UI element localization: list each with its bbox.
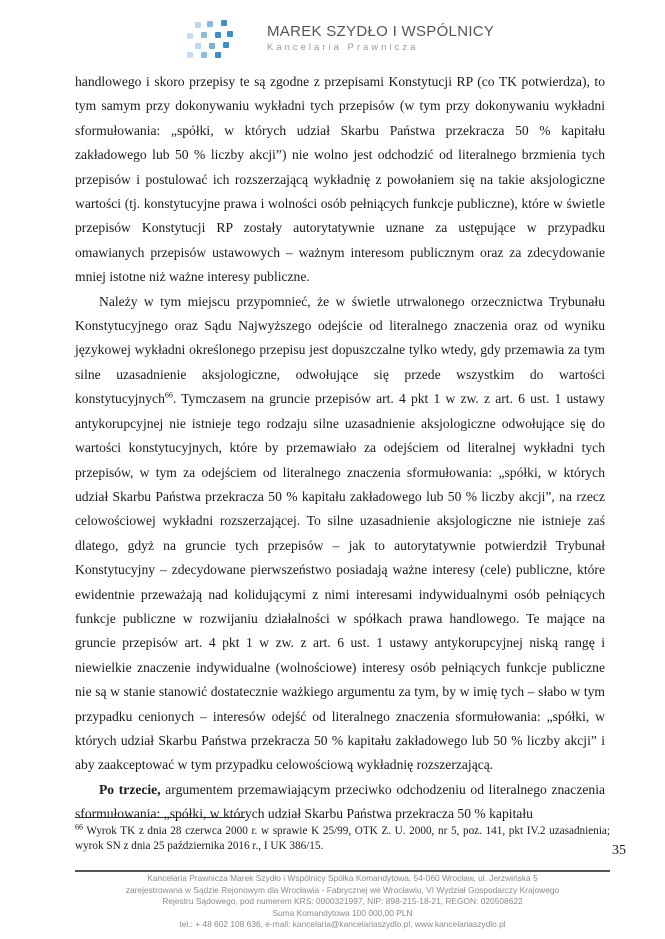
footnote [75,824,610,854]
footnote-divider [75,817,245,818]
footer-line: tel.: + 48 602 108 636, e-mail: kancelaria@kancelariaszydlo.pl, www.kancelariaszydlo.pl [179,919,506,930]
footer-divider [75,870,610,872]
paragraph [75,290,605,778]
page-number: 35 [612,843,626,858]
footer-line: Suma Komandytowa 100 000,00 PLN [272,907,413,918]
brand-subtitle: Kancelaria Prawnicza [267,42,419,53]
footnote-text: Wyrok TK z dnia 28 czerwca 2000 r. w sprawie K 25/99, OTK Z. U. 2000, nr 5, poz. 141, pkt IV.2 uzasadnienia; wyrok SN z dnia 25 października 2016 r., I UK 386/15. [75,825,610,852]
company-footer [75,873,610,931]
paragraph-text: argumentem przemawiającym przeciwko odchodzeniu od literalnego znaczenia sformułowania: „spółki, w których udział Skarbu Państwa przekracza 50 % kapitału [75,781,606,822]
footer-line: Kancelaria Prawnicza Marek Szydło i Wspólnicy Spółka Komandytowa, 54-060 Wrocław, ul. Jerzwińska 5 [147,873,538,883]
document-body [75,70,605,827]
footer-line: Rejestru Sądowego, pod numerem KRS: 0000321997, NIP: 898-215-18-21, REGON: 020508622 [162,896,523,907]
paragraph: handlowego i skoro przepisy te są zgodne z przepisami Konstytucji RP (co TK potwierdza), to tym samym przy dokonywaniu wykładni tych przepisów (w tym przy dokonywaniu wykładni sformułowania: „spółki, w których udział Skarbu Państwa przekracza 50 % kapitału zakładowego lub 50 % liczby akcji”) nie wolno jest odchodzić od literalnego brzmienia tych przepisów i postulować ich rozszerzającą wykładnię z powołaniem się na takie aksjologiczne wartości (tj. konstytucyjne prawa i wolności osób pełniących funkcje publiczne), które w świetle przepisów Konstytucji RP zostały autorytatywnie uznane za ustępujące w przypadku omawianych przepisów ustawowych – ważnym interesom publicznym oraz za zdecydowanie mniej istotne niż ważne interesy publiczne. [75,74,605,285]
emphasis: Po trzecie, [99,781,161,797]
company-logo-icon [185,18,247,58]
footer-line: zarejestrowana w Sądzie Rejonowym dla Wrocławia - Fabrycznej we Wrocławiu, VI Wydział Gospodarczy Krajowego [125,884,560,895]
paragraph [75,778,605,827]
footnote-ref[interactable]: 66 [164,390,173,400]
brand-name: MAREK SZYDŁO I WSPÓLNICY [267,23,495,40]
paragraph-text: Należy w tym miejscu przypomnieć, że w świetle utrwalonego orzecznictwa Trybunału Konstytucyjnego oraz Sądu Najwyższego odejście od literalnego znaczenia oraz od wyniku językowej wykładni określonego przepisu jest dopuszczalne tylko wtedy, gdy przemawia za tym silne uzasadnienie aksjologiczne, odwołujące się przede wszystkim do wartości konstytucyjnych [75,293,605,407]
paragraph-text: . Tymczasem na gruncie przepisów art. 4 pkt 1 w zw. z art. 6 ust. 1 ustawy antykorupcyjnej nie istnieje tego rodzaju silne uzasadnienie aksjologiczne odwołujące się do wartości konstytucyjnych, które by przemawiało za odejściem od literalnej wykładni tych przepisów, w tym za odejściem od literalnego znaczenia sformułowania: „spółki, w których udział Skarbu Państwa przekracza 50 % kapitału zakładowego lub 50 % liczby akcji”, na rzecz celowościowej wykładni rozszerzającej. To silne uzasadnienie aksjologiczne nie istnieje zaś dlatego, gdyż na gruncie tych przepisów – jak to autorytatywnie potwierdził Trybunał Konstytucyjny – zdecydowane pierwszeństwo posiadają ważne interesy (cele) publiczne, które ewidentnie przeważają nad kolidującymi z nimi interesami indywidualnymi osób pełniących funkcje publiczne w rozwijaniu działalności w spółkach prawa handlowego. Te mające na gruncie przepisów art. 4 pkt 1 w zw. z art. 6 ust. 1 ustawy antykorupcyjnej niską rangę i niewielkie znaczenie indywidualne (wolnościowe) interesy osób pełniących funkcje publiczne nie są w stanie stanowić dostatecznie ważkiego argumentu za tym, by w imię tych – słabo w tym przypadku cenionych – interesów odejść od literalnego znaczenia sformułowania: „spółki, w których udział Skarbu Państwa przekracza 50 % kapitału zakładowego lub 50 % liczby akcji” i aby zaakceptować w tym przypadku celowościową wykładnię rozszerzającą. [75,391,605,773]
footnote-number: 66 [75,822,83,832]
letterhead [185,18,494,58]
